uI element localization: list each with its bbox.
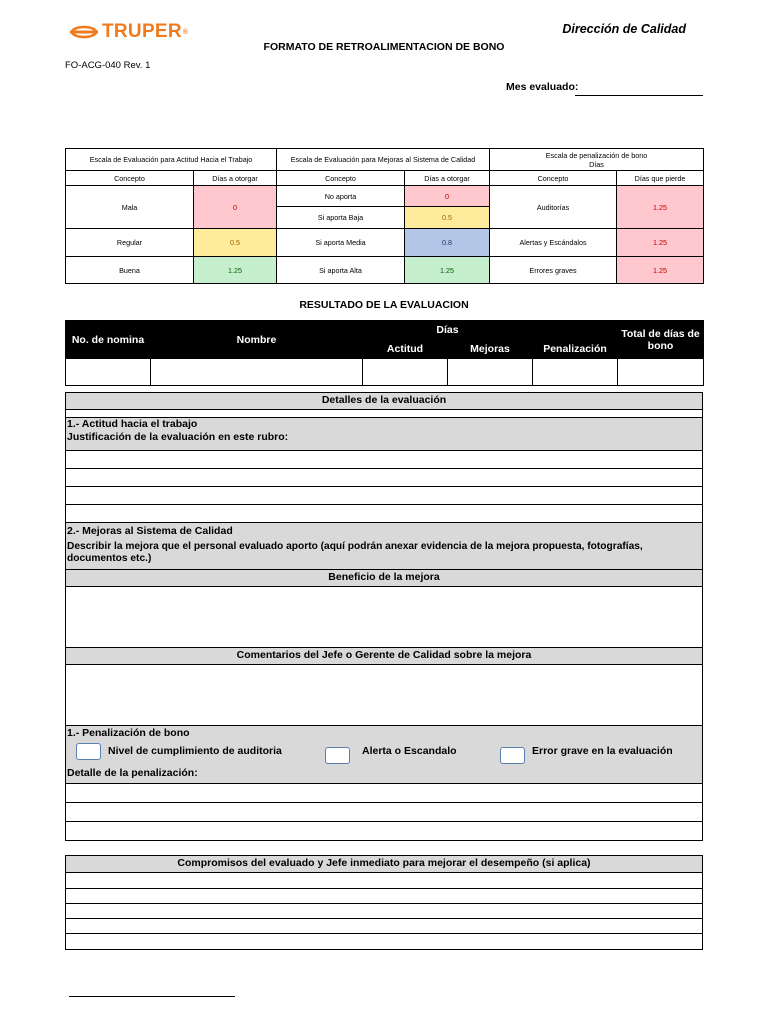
month-label: Mes evaluado: xyxy=(506,81,579,93)
error-checkbox-label: Error grave en la evaluación xyxy=(532,745,673,757)
penalty-days: 1.25 xyxy=(617,186,704,229)
evaluation-details-box xyxy=(65,392,703,841)
improvements-scale-title: Escala de Evaluación para Mejoras al Sistema de Calidad xyxy=(277,149,490,171)
name-cell[interactable] xyxy=(151,359,363,386)
improvements-heading: 2.- Mejoras al Sistema de Calidad xyxy=(67,525,233,537)
penalty-detail-label: Detalle de la penalización: xyxy=(67,767,198,779)
total-days-cell[interactable] xyxy=(618,359,704,386)
col-penalty: Penalización xyxy=(533,340,618,359)
commitments-title: Compromisos del evaluado y Jefe inmediato para mejorar el desempeño (si aplica) xyxy=(66,856,702,873)
penalty-concept: Auditorías xyxy=(490,186,617,229)
audit-checkbox-label: Nivel de cumplimiento de auditoria xyxy=(108,745,282,757)
col-days: Días xyxy=(363,321,533,340)
improvement-days: 1.25 xyxy=(405,257,490,284)
penalty-section xyxy=(66,726,702,784)
month-input-line[interactable] xyxy=(575,95,703,96)
col-concept: Concepto xyxy=(490,171,617,186)
col-attitude: Actitud xyxy=(363,340,448,359)
penalty-concept: Alertas y Escándalos xyxy=(490,229,617,257)
col-concept: Concepto xyxy=(66,171,194,186)
penalty-line[interactable] xyxy=(66,803,702,822)
attitude-line[interactable] xyxy=(66,505,702,523)
col-improvements: Mejoras xyxy=(448,340,533,359)
result-title: RESULTADO DE LA EVALUACION xyxy=(299,299,469,311)
attitude-concept: Regular xyxy=(66,229,194,257)
attitude-line[interactable] xyxy=(66,469,702,487)
improvements-cell[interactable] xyxy=(448,359,533,386)
attitude-concept: Buena xyxy=(66,257,194,284)
penalty-days: 1.25 xyxy=(617,229,704,257)
improvements-describe-label: Describir la mejora que el personal evaluado aporto (aquí podrán anexar evidencia de la mejora propuesta, fotografías, documentos etc.) xyxy=(67,541,643,564)
col-days-lost: Días que pierde xyxy=(617,171,704,186)
payroll-number-cell[interactable] xyxy=(66,359,151,386)
penalty-concept: Errores graves xyxy=(490,257,617,284)
brand-name: TRUPER xyxy=(102,21,182,42)
improvement-days: 0.5 xyxy=(405,207,490,229)
truper-logo: TRUPER ® xyxy=(70,22,188,42)
improvement-concept: Si aporta Media xyxy=(277,229,405,257)
col-payroll-number: No. de nomina xyxy=(66,321,151,359)
audit-checkbox[interactable] xyxy=(76,743,101,760)
col-name: Nombre xyxy=(151,321,363,359)
department-label: Dirección de Calidad xyxy=(562,22,686,36)
improvement-concept: Si aporta Alta xyxy=(277,257,405,284)
commitment-line[interactable] xyxy=(66,919,702,934)
evaluation-scale-table xyxy=(65,148,704,284)
col-days-grant: Días a otorgar xyxy=(194,171,277,186)
form-code: FO-ACG-040 Rev. 1 xyxy=(65,60,151,71)
penalty-days: 1.25 xyxy=(617,257,704,284)
alert-checkbox[interactable] xyxy=(325,747,350,764)
attitude-scale-title: Escala de Evaluación para Actitud Hacia el Trabajo xyxy=(66,149,277,171)
improvement-days: 0.8 xyxy=(405,229,490,257)
penalty-scale-title: Escala de penalización de bono Días xyxy=(490,149,704,171)
comments-title: Comentarios del Jefe o Gerente de Calidad sobre la mejora xyxy=(66,648,702,665)
signature-line[interactable] xyxy=(69,996,235,997)
result-table xyxy=(65,320,704,386)
attitude-days: 0 xyxy=(194,186,277,229)
attitude-heading: 1.- Actitud hacia el trabajo xyxy=(67,418,198,430)
improvements-section xyxy=(66,523,702,570)
attitude-justification-label: Justificación de la evaluación en este rubro: xyxy=(67,431,289,443)
col-total-days: Total de días de bono xyxy=(618,321,704,359)
commitment-line[interactable] xyxy=(66,904,702,919)
improvement-days: 0 xyxy=(405,186,490,207)
attitude-days: 1.25 xyxy=(194,257,277,284)
attitude-days: 0.5 xyxy=(194,229,277,257)
penalty-cell[interactable] xyxy=(533,359,618,386)
attitude-line[interactable] xyxy=(66,451,702,469)
alert-checkbox-label: Alerta o Escandalo xyxy=(362,745,457,757)
commitments-box xyxy=(65,855,703,950)
improvement-concept: No aporta xyxy=(277,186,405,207)
attitude-section xyxy=(66,418,702,451)
benefit-title: Beneficio de la mejora xyxy=(66,570,702,587)
penalty-line[interactable] xyxy=(66,822,702,839)
form-title: FORMATO DE RETROALIMENTACION DE BONO xyxy=(263,41,505,53)
comments-textarea[interactable] xyxy=(66,665,702,726)
attitude-line[interactable] xyxy=(66,487,702,505)
improvement-concept: Si aporta Baja xyxy=(277,207,405,229)
commitment-line[interactable] xyxy=(66,889,702,904)
error-checkbox[interactable] xyxy=(500,747,525,764)
benefit-textarea[interactable] xyxy=(66,587,702,648)
col-days-grant: Días a otorgar xyxy=(405,171,490,186)
commitment-line[interactable] xyxy=(66,934,702,948)
truper-logo-icon xyxy=(70,25,98,39)
commitment-line[interactable] xyxy=(66,873,702,889)
penalty-heading: 1.- Penalización de bono xyxy=(67,727,190,739)
col-concept: Concepto xyxy=(277,171,405,186)
attitude-concept: Mala xyxy=(66,186,194,229)
attitude-cell[interactable] xyxy=(363,359,448,386)
details-title: Detalles de la evaluación xyxy=(66,393,702,410)
penalty-line[interactable] xyxy=(66,784,702,803)
